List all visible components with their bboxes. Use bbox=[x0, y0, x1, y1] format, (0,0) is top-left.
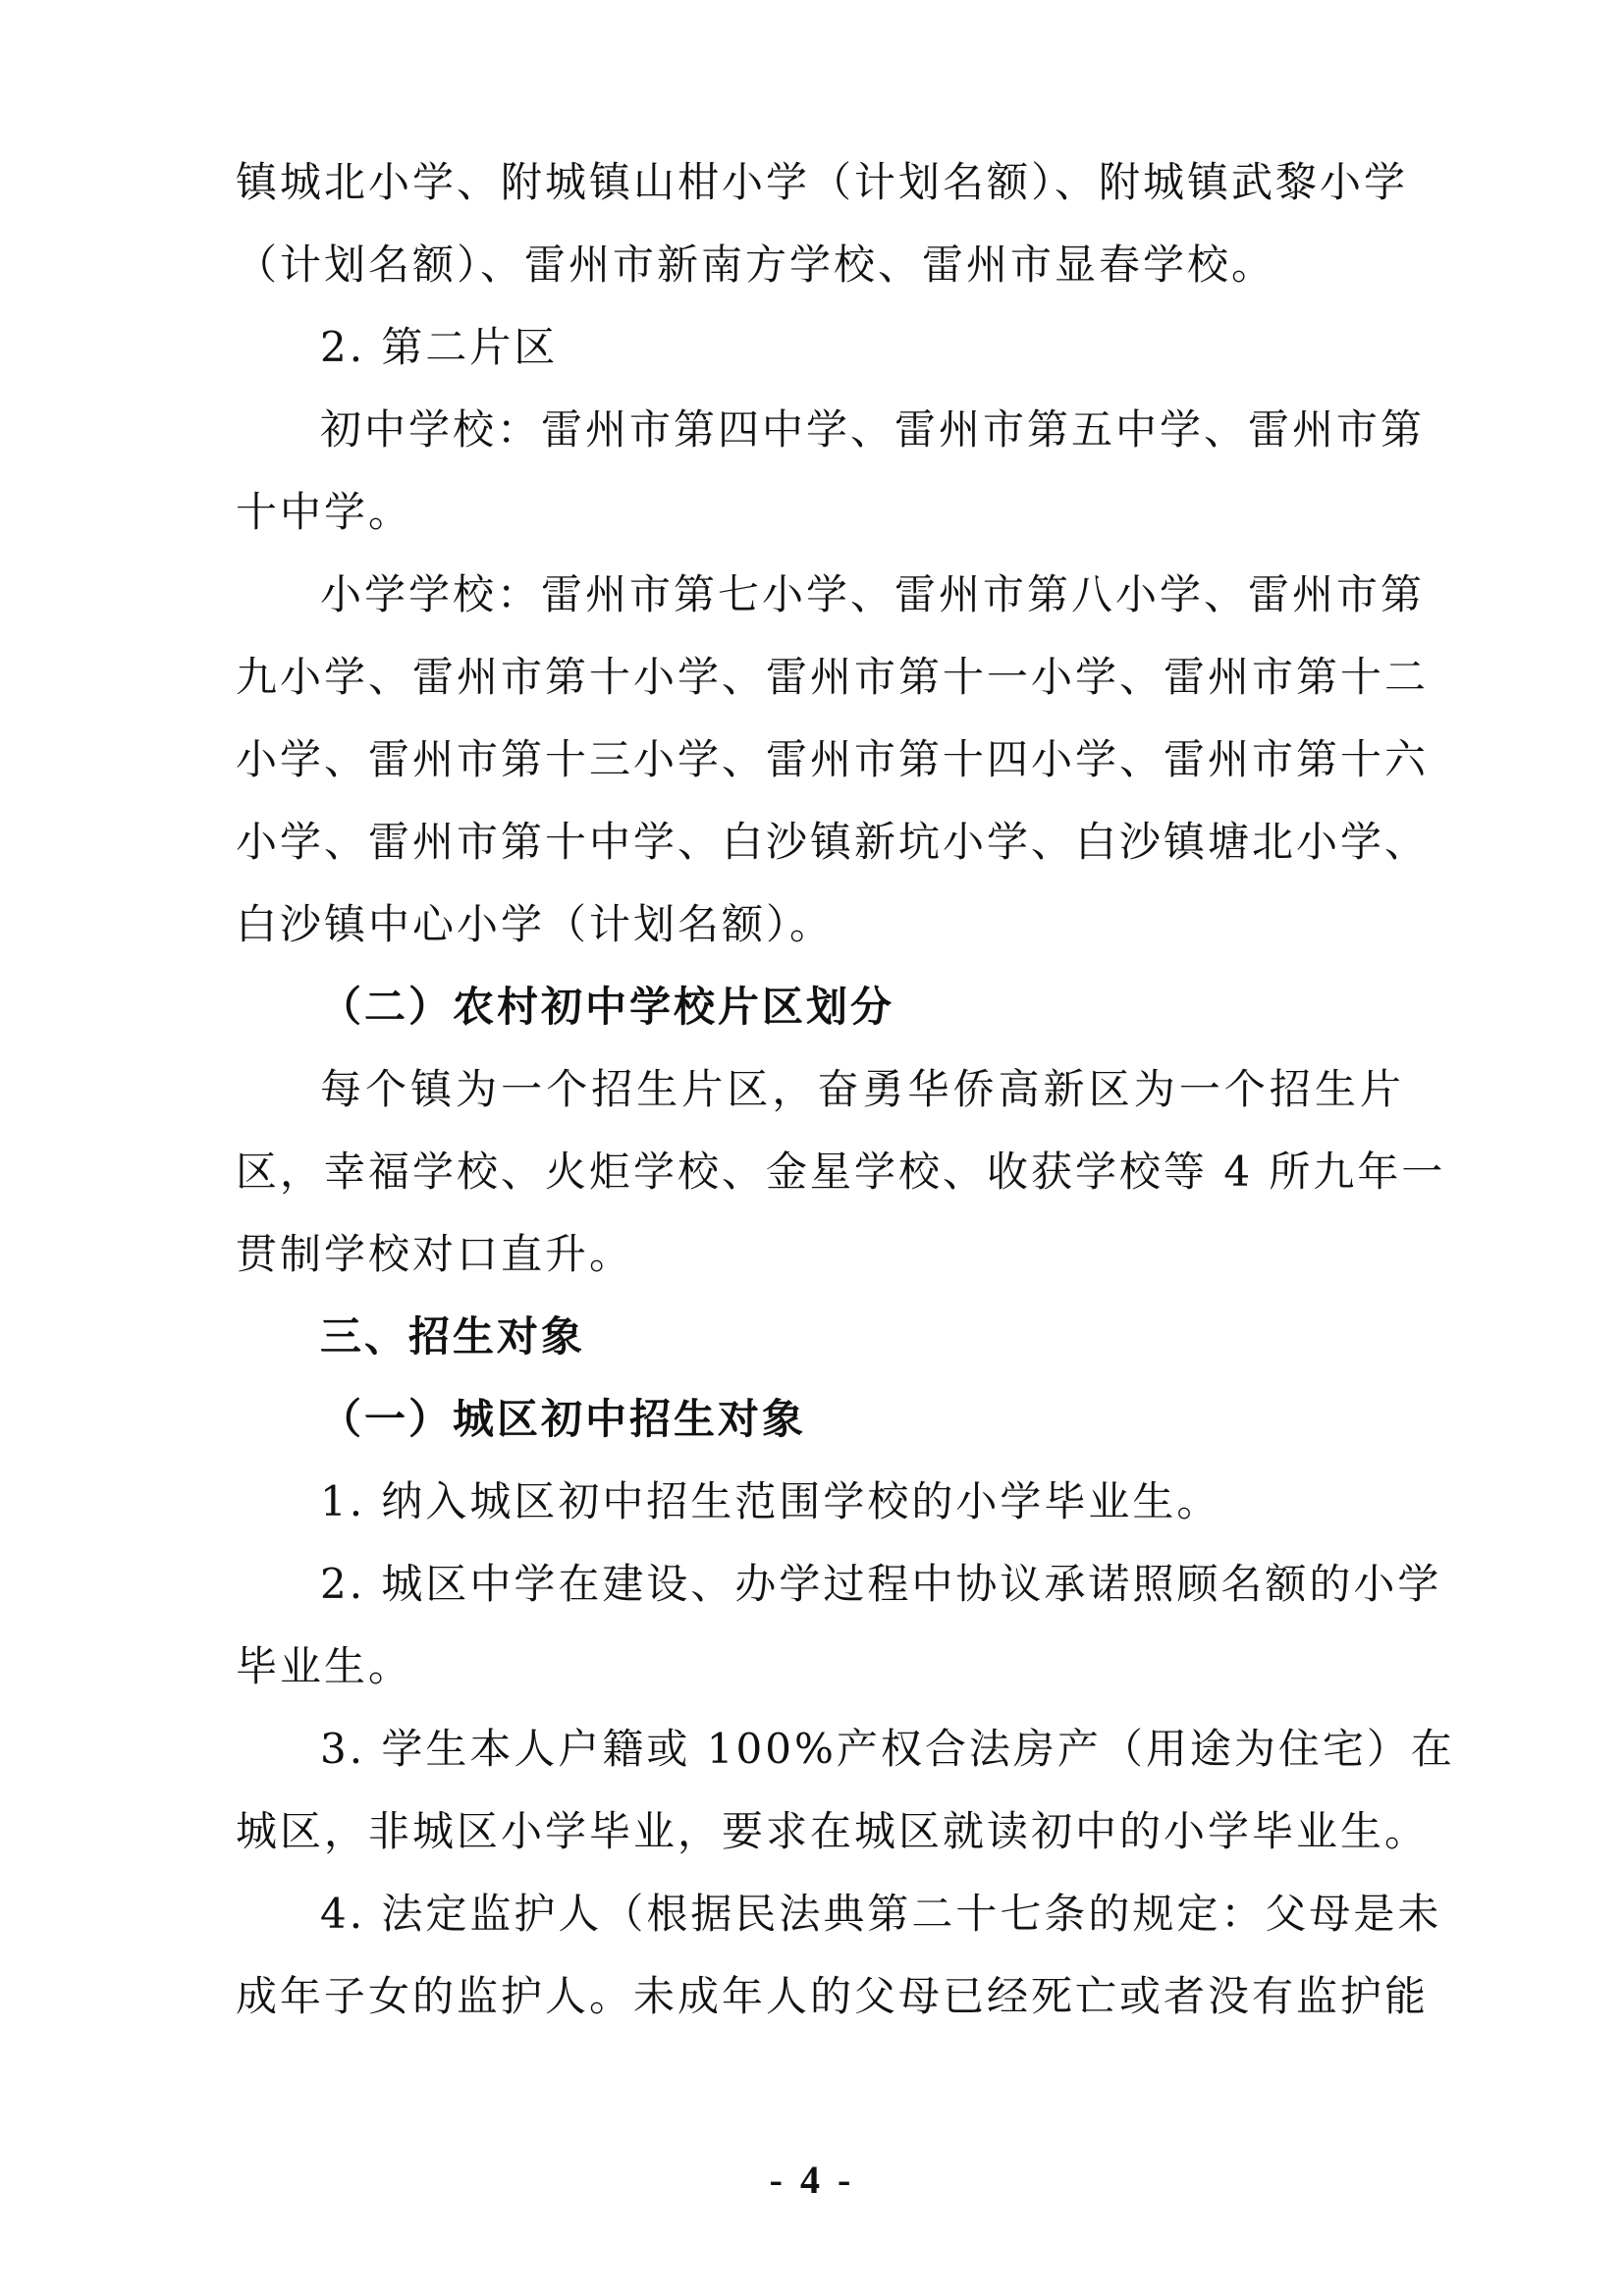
paragraph-line: 1. 纳入城区初中招生范围学校的小学毕业生。 bbox=[320, 1477, 1221, 1525]
paragraph-line: 小学、雷州市第十中学、白沙镇新坑小学、白沙镇塘北小学、 bbox=[236, 818, 1430, 866]
paragraph-line: 每个镇为一个招生片区，奋勇华侨高新区为一个招生片 bbox=[320, 1065, 1404, 1113]
chapter-heading: 三、招生对象 bbox=[320, 1312, 586, 1361]
paragraph-line: 镇城北小学、附城镇山柑小学（计划名额）、附城镇武黎小学 bbox=[236, 158, 1409, 206]
paragraph-line: 毕业生。 bbox=[236, 1642, 413, 1690]
paragraph-line: 城区，非城区小学毕业，要求在城区就读初中的小学毕业生。 bbox=[236, 1807, 1430, 1855]
paragraph-line: 小学学校：雷州市第七小学、雷州市第八小学、雷州市第 bbox=[320, 570, 1426, 618]
section-heading: （一）城区初中招生对象 bbox=[320, 1395, 807, 1443]
paragraph-line: 3. 学生本人户籍或 100%产权合法房产（用途为住宅）在 bbox=[320, 1725, 1455, 1773]
paragraph-line: 贯制学校对口直升。 bbox=[236, 1230, 634, 1278]
paragraph-line: 初中学校：雷州市第四中学、雷州市第五中学、雷州市第 bbox=[320, 405, 1426, 454]
paragraph-line: 白沙镇中心小学（计划名额）。 bbox=[236, 900, 835, 948]
page-number: - 4 - bbox=[769, 2158, 855, 2202]
paragraph-line: 区，幸福学校、火炬学校、金星学校、收获学校等 4 所九年一 bbox=[236, 1148, 1446, 1196]
paragraph-line: 小学、雷州市第十三小学、雷州市第十四小学、雷州市第十六 bbox=[236, 735, 1430, 783]
paragraph-line: 九小学、雷州市第十小学、雷州市第十一小学、雷州市第十二 bbox=[236, 653, 1430, 701]
subsection-heading: 2. 第二片区 bbox=[320, 323, 559, 371]
paragraph-line: （计划名额）、雷州市新南方学校、雷州市显春学校。 bbox=[236, 240, 1276, 289]
paragraph-line: 成年子女的监护人。未成年人的父母已经死亡或者没有监护能 bbox=[236, 1972, 1430, 2020]
paragraph-line: 2. 城区中学在建设、办学过程中协议承诺照顾名额的小学 bbox=[320, 1560, 1442, 1608]
section-heading: （二）农村初中学校片区划分 bbox=[320, 983, 895, 1031]
paragraph-line: 十中学。 bbox=[236, 488, 413, 536]
paragraph-line: 4. 法定监护人（根据民法典第二十七条的规定：父母是未 bbox=[320, 1890, 1442, 1938]
